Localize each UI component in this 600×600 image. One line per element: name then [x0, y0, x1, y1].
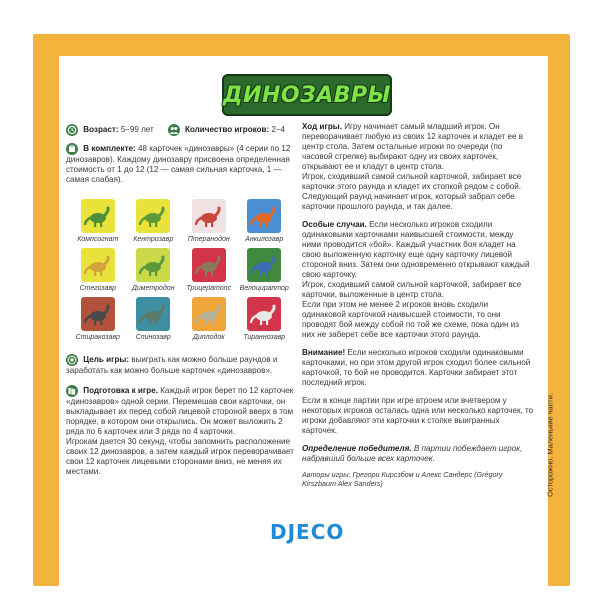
age-value: 5–99 лет — [120, 125, 154, 135]
prep-label: Подготовка к игре. — [83, 386, 158, 396]
winner-text: В партии побеждает игрок, набравший больше всех карточек. — [302, 444, 523, 463]
special-paragraph-2: Игрок, сходивший самой сильной карточкой, забирает все карточки, выложенные в центр стола. — [302, 280, 522, 299]
players-value: 2–4 — [271, 125, 285, 135]
right-column — [302, 122, 534, 488]
box-icon — [66, 143, 78, 155]
age-icon — [66, 124, 78, 136]
dino-card — [237, 297, 293, 344]
contents-paragraph — [66, 143, 296, 185]
dino-name: Стегозавр — [79, 285, 117, 292]
dino-name: Кентрозавр — [133, 236, 174, 243]
warning-note — [540, 330, 560, 560]
dino-card — [126, 297, 182, 344]
players-icon — [168, 124, 180, 136]
contents-text: 48 карточек «динозавры» (4 серии по 12 динозавров). Каждому динозавру присвоена определенная стоимость от 1 до 12 (12 — самая сильная карточка, 1 — самая слабая). — [66, 144, 291, 184]
dino-card — [181, 297, 237, 344]
dino-card-grid — [70, 199, 292, 344]
dino-illustration — [81, 248, 115, 282]
winner-paragraph — [302, 444, 534, 464]
dino-illustration — [136, 199, 170, 233]
dino-name: Стиракозавр — [75, 334, 120, 341]
goal-label: Цель игры: — [83, 355, 130, 365]
dino-card — [181, 199, 237, 246]
dino-illustration — [136, 297, 170, 331]
contents-label: В комплекте: — [83, 144, 136, 154]
dino-illustration — [81, 297, 115, 331]
special-text: Если несколько игроков сходили одинаковыми карточками наивысшей стоимости, между ними проводится «бой». Каждый участник боя кладет на свою выложенную карточку еще одну карточку лицевой стороной вниз. Затем они одновременно открывают каждый свою карточку. — [302, 220, 530, 279]
move-label: Ход игры. — [302, 122, 342, 131]
dino-card — [181, 248, 237, 295]
dino-card — [70, 248, 126, 295]
dino-name: Диметродон — [131, 285, 175, 292]
special-paragraph-3: Если при этом не менее 2 игроков вновь сходили одинаковой карточкой наивысшей стоимости, то они проводят бой между собой по той же схеме, пока один из них не заберет себе все карточки этого раунда. — [302, 300, 519, 339]
special-paragraph — [302, 220, 534, 280]
dino-card — [126, 199, 182, 246]
meta-row — [66, 122, 296, 138]
dino-card — [70, 199, 126, 246]
prep-paragraph-2: Игрокам дается 30 секунд, чтобы запомнить расположение своих 12 динозавров, а затем каждый игрок переворачивает свои 12 карточек лицевыми сторонами вниз, не меняя их местами. — [66, 437, 294, 476]
winner-label: Определение победителя. — [302, 444, 412, 453]
move-paragraph — [302, 122, 534, 172]
dino-illustration — [247, 248, 281, 282]
dino-name: Трицератопс — [186, 285, 231, 292]
move-paragraph-3: Следующий раунд начинает игрок, который забрал себе карточки прошлого раунда, и так далее. — [302, 192, 515, 211]
cards-icon — [66, 385, 78, 397]
age-info — [66, 124, 154, 136]
prep-text: Каждый игрок берет по 12 карточек «динозавров» одной серии. Перемешав свои карточки, он выкладывает их перед собой лицевой стороной вверх в том порядке, в котором они открылись. Он может выложить 2 ряда по 6 карточек или 3 ряда по 4 карточки. — [66, 386, 294, 436]
left-column — [66, 122, 296, 185]
dino-illustration — [192, 199, 226, 233]
dino-card — [126, 248, 182, 295]
attention-text: Если несколько игроков сходили одинаковыми карточками, но при этом другой игрок сходил более сильной карточкой, то бой не проводится. Карточки забирает этот последний игрок. — [302, 348, 531, 387]
dino-name: Спинозавр — [135, 334, 171, 341]
page-title: ДИНОЗАВРЫ — [223, 82, 391, 108]
age-label: Возраст: — [83, 125, 119, 135]
left-column-lower — [66, 354, 296, 477]
move-paragraph-2: Игрок, сходивший самой сильной карточкой, забирает все карточки этого раунда и кладет их стопкой рядом с собой. — [302, 172, 522, 191]
dino-name: Компсогнат — [77, 236, 119, 243]
players-label: Количество игроков: — [184, 125, 270, 135]
dino-illustration — [247, 297, 281, 331]
dino-name: Велоцираптор — [239, 285, 289, 292]
title-banner — [222, 74, 392, 116]
dino-illustration — [81, 199, 115, 233]
end-paragraph: Если в конце партии при игре втроем или вчетвером у некоторых игроков осталась одна или несколько карточек, то игроки добавляют эти карточки к стопке выигранных карточек. — [302, 396, 534, 435]
warning-text: Осторожно. Маленькие части. — [545, 393, 555, 497]
dino-card — [237, 199, 293, 246]
dino-illustration — [136, 248, 170, 282]
goal-text: выиграть как можно больше раундов и заработать как можно больше карточек «динозавров». — [66, 355, 278, 375]
brand-logo: DJECO — [270, 520, 345, 544]
players-info — [168, 124, 285, 136]
dino-name: Птеранодон — [187, 236, 230, 243]
move-text: Игру начинает самый младший игрок. Он переворачивает любую из своих 12 карточек и кладет ее в центр стола. Затем остальные игроки по очереди (по часовой стрелке) выбирают одну из своих карточек, открывают ее и кладут в центр стола. — [302, 122, 524, 171]
dino-illustration — [247, 199, 281, 233]
attention-label: Внимание! — [302, 348, 346, 357]
authors-line: Авторы игры: Грегори Кирсзбом и Алекс Сандерс (Grégory Kirszbaum Alex Sanders) — [302, 470, 503, 488]
special-label: Особые случаи. — [302, 220, 367, 229]
goal-paragraph — [66, 354, 296, 376]
dino-name: Диплодок — [192, 334, 225, 341]
dino-card — [70, 297, 126, 344]
dino-name: Тираннозавр — [243, 334, 286, 341]
dino-card — [237, 248, 293, 295]
dino-illustration — [192, 297, 226, 331]
attention-paragraph — [302, 348, 534, 388]
dino-name: Анкилозавр — [245, 236, 284, 243]
prep-paragraph — [66, 385, 296, 437]
dino-illustration — [192, 248, 226, 282]
target-icon — [66, 354, 78, 366]
